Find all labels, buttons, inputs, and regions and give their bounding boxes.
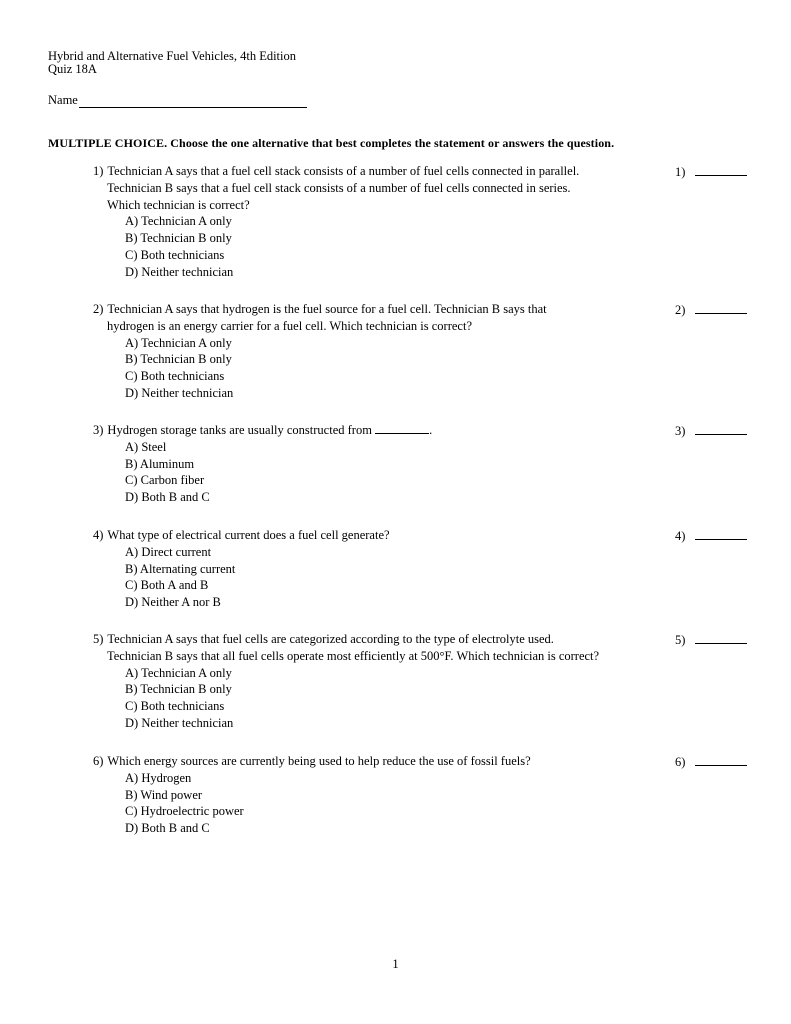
- option-d: D) Neither technician: [125, 385, 234, 400]
- question-line: Technician B says that a fuel cell stack consists of a number of fuel cells connected in series.: [107, 180, 571, 195]
- option-c: C) Hydroelectric power: [125, 804, 244, 819]
- question-line: 3) Hydrogen storage tanks are usually constructed from .: [93, 423, 433, 437]
- option-b: B) Technician B only: [125, 352, 232, 367]
- options-list: [125, 213, 753, 280]
- answer-blank[interactable]: [695, 301, 747, 314]
- answer-slot: [675, 631, 747, 649]
- option-d: D) Both B and C: [125, 490, 210, 505]
- answer-number: 3): [675, 424, 686, 438]
- option-c: C) Both technicians: [125, 247, 225, 262]
- section-instructions: MULTIPLE CHOICE. Choose the one alternative that best completes the statement or answers the question.: [48, 136, 615, 150]
- option-d: D) Neither technician: [125, 264, 234, 279]
- option-a: A) Technician A only: [125, 665, 232, 680]
- question-line: 4) What type of electrical current does a fuel cell generate?: [93, 528, 390, 542]
- question-number: 3): [93, 423, 104, 437]
- answer-slot: [675, 422, 747, 440]
- options-list: [125, 335, 753, 402]
- question-stem: [93, 301, 653, 335]
- question-1: [93, 163, 753, 281]
- option-d: D) Neither A nor B: [125, 595, 221, 610]
- answer-slot: [675, 527, 747, 545]
- question-number: 1): [93, 164, 104, 178]
- question-line: 2) Technician A says that hydrogen is the fuel source for a fuel cell. Technician B says that: [93, 302, 547, 316]
- option-c: C) Carbon fiber: [125, 473, 205, 488]
- answer-blank[interactable]: [695, 753, 747, 766]
- answer-number: 5): [675, 633, 686, 647]
- answer-slot: [675, 163, 747, 181]
- question-number: 4): [93, 528, 104, 542]
- option-d: D) Neither technician: [125, 715, 234, 730]
- option-c: C) Both A and B: [125, 578, 209, 593]
- question-3: [93, 422, 753, 506]
- option-b: B) Wind power: [125, 787, 203, 802]
- question-stem: [93, 631, 653, 665]
- question-line: hydrogen is an energy carrier for a fuel cell. Which technician is correct?: [107, 318, 472, 333]
- option-b: B) Alternating current: [125, 561, 236, 576]
- answer-slot: [675, 753, 747, 771]
- name-blank-line: [79, 95, 307, 108]
- name-field-row: [48, 93, 307, 108]
- answer-number: 6): [675, 755, 686, 769]
- options-list: [125, 439, 753, 506]
- question-line: Which technician is correct?: [107, 197, 250, 212]
- options-list: [125, 665, 753, 732]
- question-number: 5): [93, 632, 104, 646]
- option-d: D) Both B and C: [125, 821, 210, 836]
- option-a: A) Hydrogen: [125, 770, 192, 785]
- question-number: 2): [93, 302, 104, 316]
- page-number: 1: [392, 957, 399, 971]
- answer-blank[interactable]: [695, 631, 747, 644]
- quiz-label: Quiz 18A: [48, 62, 97, 76]
- option-a: A) Technician A only: [125, 214, 232, 229]
- question-6: [93, 753, 753, 837]
- question-2: [93, 301, 753, 402]
- question-stem: [93, 527, 653, 544]
- question-number: 6): [93, 754, 104, 768]
- options-list: [125, 544, 753, 611]
- option-c: C) Both technicians: [125, 369, 225, 384]
- question-line: 5) Technician A says that fuel cells are categorized according to the type of electrolyte used.: [93, 632, 554, 646]
- answer-number: 2): [675, 303, 686, 317]
- option-b: B) Aluminum: [125, 456, 195, 471]
- option-a: A) Steel: [125, 439, 167, 454]
- option-b: B) Technician B only: [125, 231, 232, 246]
- answer-blank[interactable]: [695, 422, 747, 435]
- answer-blank[interactable]: [695, 163, 747, 176]
- question-5: [93, 631, 753, 732]
- options-list: [125, 770, 753, 837]
- answer-blank[interactable]: [695, 527, 747, 540]
- answer-number: 4): [675, 529, 686, 543]
- answer-number: 1): [675, 165, 686, 179]
- question-line: Technician B says that all fuel cells operate most efficiently at 500°F. Which technician is correct?: [107, 648, 600, 663]
- option-c: C) Both technicians: [125, 699, 225, 714]
- option-a: A) Direct current: [125, 544, 212, 559]
- question-stem: [93, 422, 653, 439]
- option-a: A) Technician A only: [125, 335, 232, 350]
- question-line: 1) Technician A says that a fuel cell stack consists of a number of fuel cells connected in parallel.: [93, 164, 580, 178]
- name-label: Name: [48, 93, 78, 107]
- question-stem: [93, 753, 653, 770]
- answer-slot: [675, 301, 747, 319]
- option-b: B) Technician B only: [125, 682, 232, 697]
- question-4: [93, 527, 753, 611]
- question-stem: [93, 163, 653, 213]
- document-title: Hybrid and Alternative Fuel Vehicles, 4th Edition: [48, 49, 296, 63]
- fill-in-blank: [375, 423, 429, 434]
- question-line: 6) Which energy sources are currently being used to help reduce the use of fossil fuels?: [93, 754, 531, 768]
